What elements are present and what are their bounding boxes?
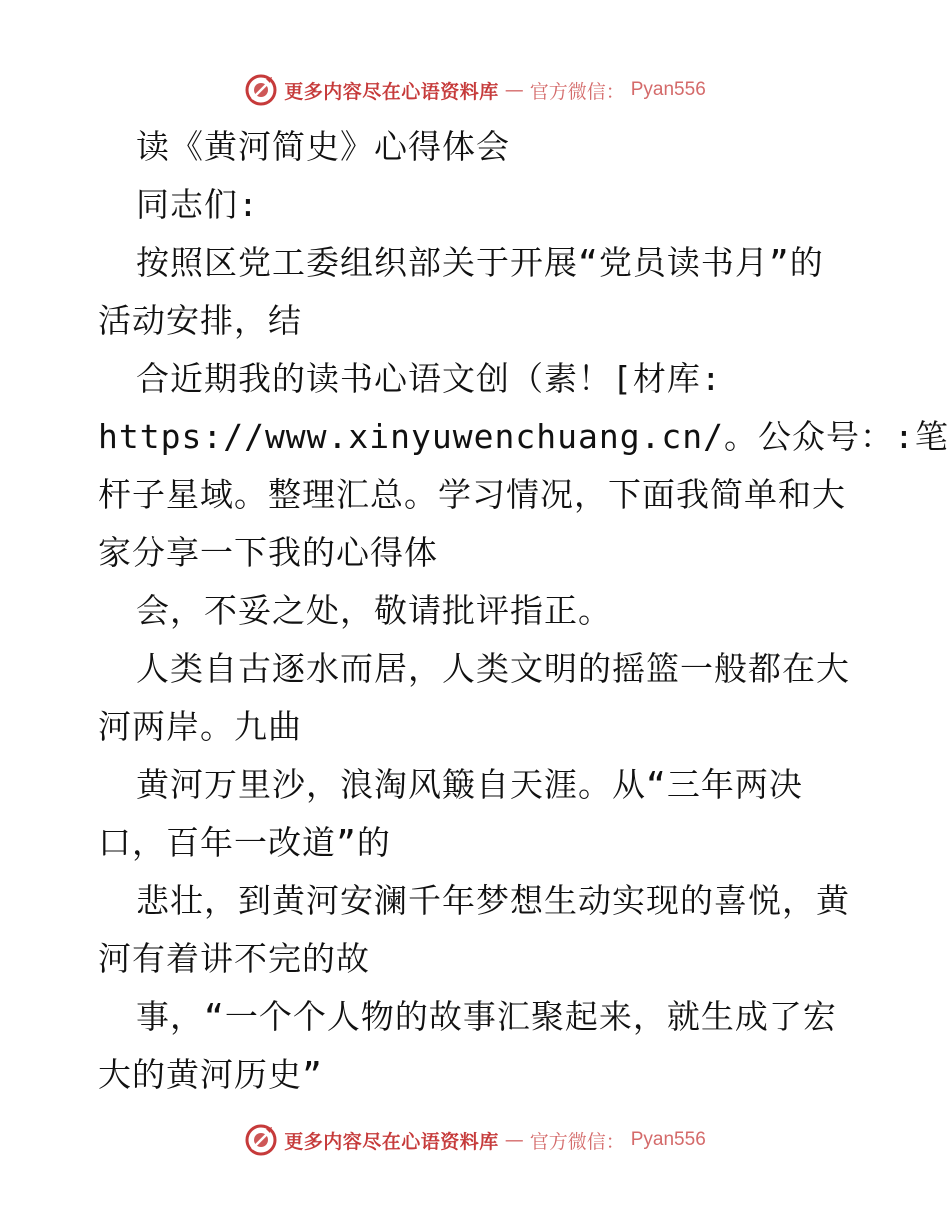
banner-dash: —: [504, 79, 524, 101]
footer-banner: [0, 1118, 950, 1162]
banner-wechat-label: 官方微信：: [529, 80, 625, 103]
body-line: 事，“一个个人物的故事汇聚起来，就生成了宏: [136, 997, 837, 1036]
body-line: 会，不妥之处，敬请批评指正。: [136, 591, 612, 630]
body-line: 合近期我的读书心语文创（素！[材库:: [136, 359, 722, 398]
banner-slogan: 更多内容尽在心语资料库: [284, 80, 499, 103]
body-line: 家分享一下我的心得体: [98, 533, 438, 572]
body-line: 杆子星域。整理汇总。学习情况，下面我简单和大: [98, 475, 846, 514]
banner-dash: —: [504, 1129, 524, 1151]
body-line: 按照区党工委组织部关于开展“党员读书月”的: [136, 243, 824, 282]
document-body: [98, 118, 949, 1104]
banner-slogan: 更多内容尽在心语资料库: [284, 1130, 499, 1153]
header-banner: [0, 68, 950, 112]
body-line: 活动安排，结: [98, 301, 302, 340]
body-line: 大的黄河历史”: [98, 1055, 323, 1094]
body-line: 人类自古逐水而居，人类文明的摇篮一般都在大: [136, 649, 850, 688]
brand-logo-icon: [244, 1123, 278, 1157]
banner-wechat-label: 官方微信：: [529, 1130, 625, 1153]
salutation: 同志们:: [136, 185, 259, 224]
body-line: 河有着讲不完的故: [98, 939, 370, 978]
banner-wechat-account: Pyan556: [630, 1129, 706, 1150]
body-line: 黄河万里沙，浪淘风簸自天涯。从“三年两决: [136, 765, 803, 804]
brand-logo-icon: [244, 73, 278, 107]
body-line: 河两岸。九曲: [98, 707, 302, 746]
body-line: 口，百年一改道”的: [98, 823, 391, 862]
document-title: 读《黄河简史》心得体会: [136, 127, 510, 166]
body-line: 悲壮，到黄河安澜千年梦想生动实现的喜悦，黄: [136, 881, 850, 920]
body-line-url: https://www.xinyuwenchuang.cn/。公众号：:笔: [98, 417, 949, 456]
banner-wechat-account: Pyan556: [630, 79, 706, 100]
